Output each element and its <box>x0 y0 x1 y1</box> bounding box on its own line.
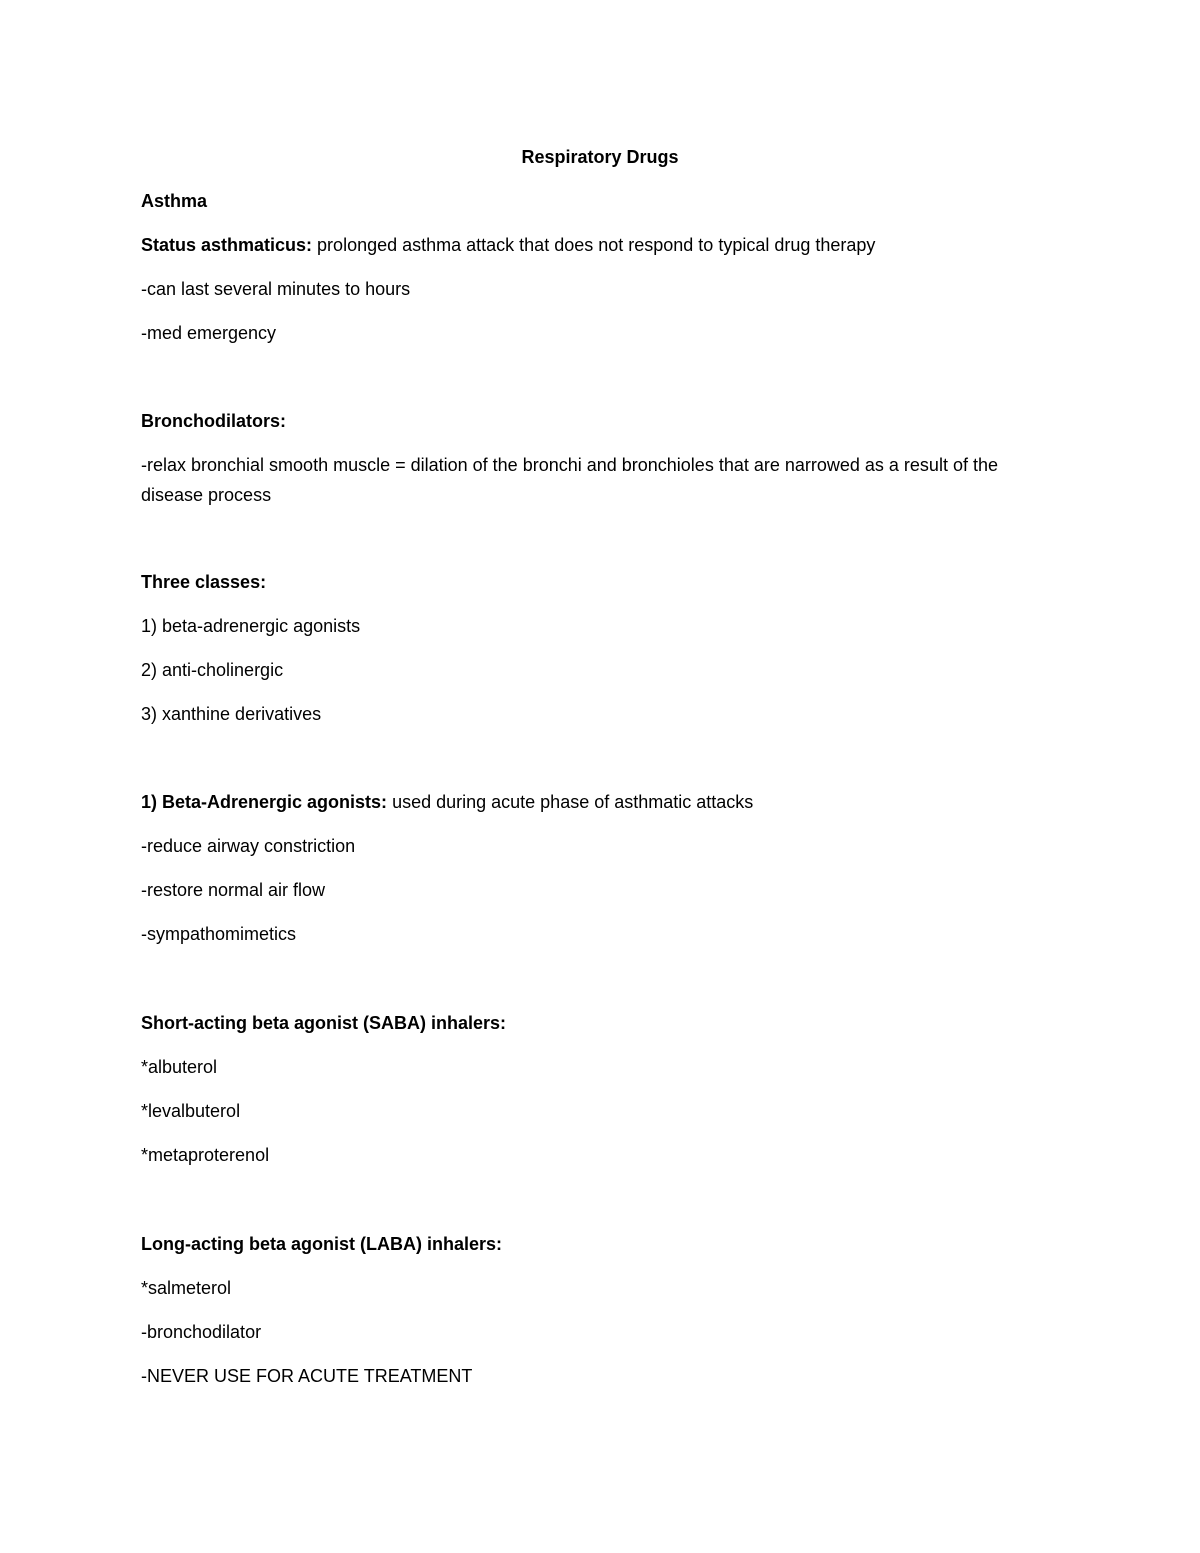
beta-agonists-line <box>141 791 753 813</box>
status-asthmaticus-line <box>141 234 875 256</box>
page-title: Respiratory Drugs <box>521 147 679 167</box>
saba-item: *levalbuterol <box>141 1101 241 1121</box>
saba-item: *albuterol <box>141 1057 218 1077</box>
class-item: 3) xanthine derivatives <box>141 704 322 724</box>
laba-item: *salmeterol <box>141 1278 232 1298</box>
asthma-point: -can last several minutes to hours <box>141 279 411 299</box>
asthma-heading: Asthma <box>141 191 208 211</box>
laba-heading: Long-acting beta agonist (LABA) inhalers: <box>141 1234 503 1254</box>
bronchodilators-description: -relax bronchial smooth muscle = dilation of the bronchi and bronchioles that are narrowed as a result of the disease process <box>141 455 998 505</box>
status-asthmaticus-term: Status asthmaticus: <box>141 235 313 255</box>
laba-item: -bronchodilator <box>141 1322 262 1342</box>
bronchodilators-heading: Bronchodilators: <box>141 411 287 431</box>
class-item: 2) anti-cholinergic <box>141 660 284 680</box>
beta-agonists-point: -sympathomimetics <box>141 924 297 944</box>
beta-agonists-term: 1) Beta-Adrenergic agonists: <box>141 792 388 812</box>
three-classes-heading: Three classes: <box>141 572 267 592</box>
asthma-point: -med emergency <box>141 323 277 343</box>
beta-agonists-point: -reduce airway constriction <box>141 836 356 856</box>
status-asthmaticus-definition: prolonged asthma attack that does not respond to typical drug therapy <box>312 235 876 255</box>
laba-item: -NEVER USE FOR ACUTE TREATMENT <box>141 1366 473 1386</box>
beta-agonists-point: -restore normal air flow <box>141 880 326 900</box>
saba-item: *metaproterenol <box>141 1145 270 1165</box>
class-item: 1) beta-adrenergic agonists <box>141 616 361 636</box>
saba-heading: Short-acting beta agonist (SABA) inhalers: <box>141 1013 507 1033</box>
beta-agonists-definition: used during acute phase of asthmatic attacks <box>387 792 754 812</box>
